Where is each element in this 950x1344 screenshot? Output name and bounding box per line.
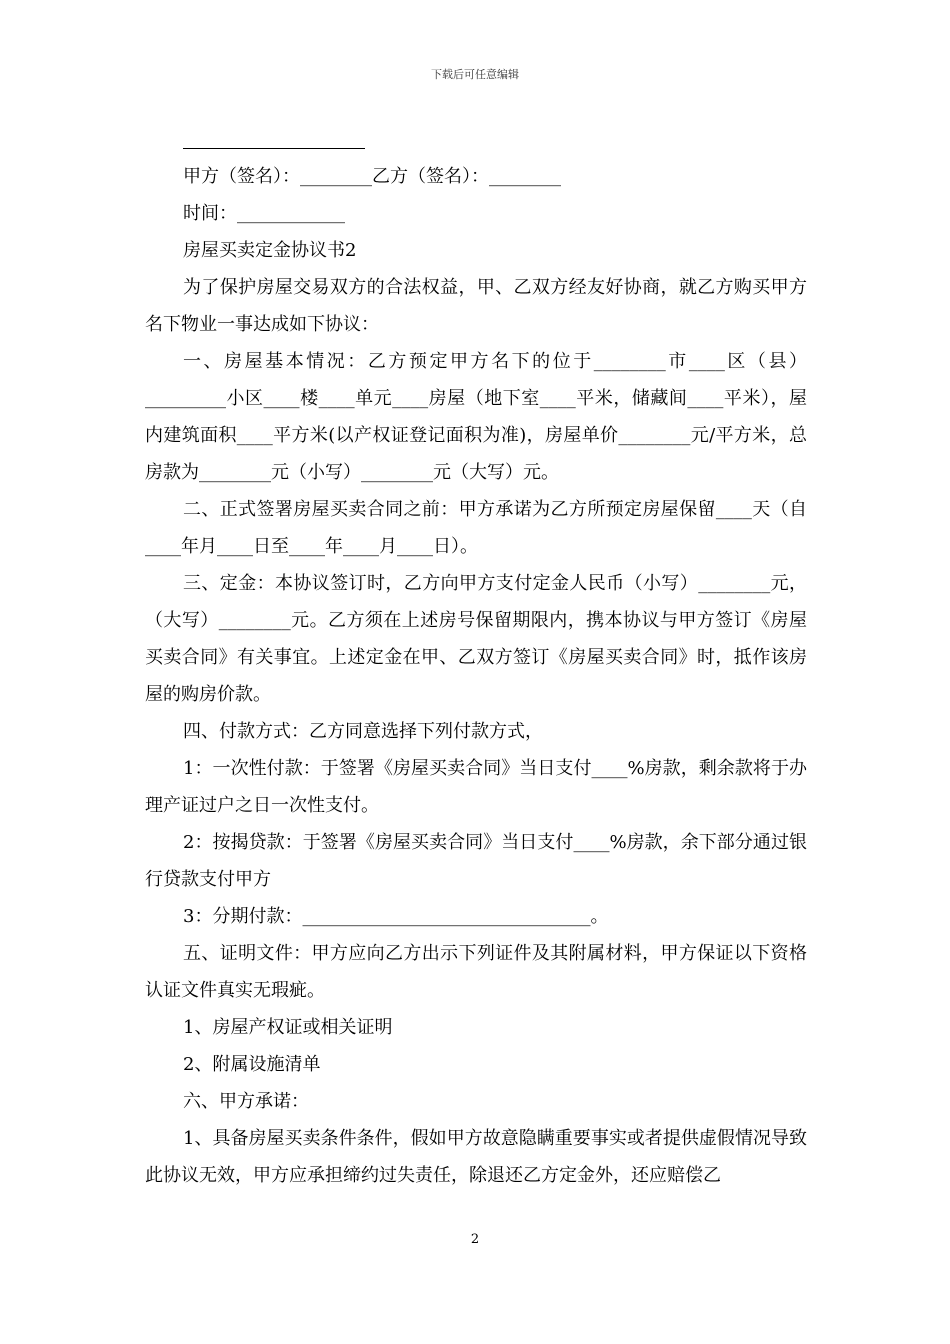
clause-2-reservation: 二、正式签署房屋买卖合同之前：甲方承诺为乙方所预定房屋保留____天（自____年月____日至____年____月____日）。 <box>145 499 807 557</box>
clause-4-payment: 四、付款方式：乙方同意选择下列付款方式， <box>183 721 543 742</box>
clause-6-commitments: 六、甲方承诺： <box>183 1091 309 1112</box>
page-number: 2 <box>470 1232 480 1247</box>
document-title: 房屋买卖定金协议书2 <box>183 240 357 261</box>
clause-1-property-info: 一、房屋基本情况：乙方预定甲方名下的位于________市____区（县）_________小区____楼____单元____房屋（地下室____平米，储藏间____平米），屋内建筑面积____平方米(以产权证登记面积为准)，房屋单价________元/平方米，总房款为________元（小写）________元（大写）元。 <box>145 351 807 483</box>
signature-row: 甲方（签名）：________乙方（签名）：________ <box>183 166 561 187</box>
clause-3-deposit: 三、定金：本协议签订时，乙方向甲方支付定金人民币（小写）________元，（大写）________元。乙方须在上述房号保留期限内，携本协议与甲方签订《房屋买卖合同》有关事宜。上述定金在甲、乙双方签订《房屋买卖合同》时，抵作该房屋的购房价款。 <box>145 573 807 705</box>
document-item-2: 2、附属设施清单 <box>183 1054 321 1075</box>
payment-option-1: 1：一次性付款：于签署《房屋买卖合同》当日支付____%房款，剩余款将于办理产证过户之日一次性支付。 <box>145 758 807 816</box>
document-body <box>145 158 807 1194</box>
commitment-item-1: 1、具备房屋买卖条件条件，假如甲方故意隐瞒重要事实或者提供虚假情况导致此协议无效，甲方应承担缔约过失责任，除退还乙方定金外，还应赔偿乙 <box>145 1128 807 1186</box>
page-header: 下载后可任意编辑 <box>431 68 519 81</box>
intro-paragraph: 为了保护房屋交易双方的合法权益，甲、乙双方经友好协商，就乙方购买甲方名下物业一事达成如下协议： <box>145 277 807 335</box>
signature-line <box>183 148 365 149</box>
payment-option-3: 3：分期付款：________________________________。 <box>183 906 609 927</box>
date-row: 时间：____________ <box>183 203 345 224</box>
payment-option-2: 2：按揭贷款：于签署《房屋买卖合同》当日支付____%房款，余下部分通过银行贷款支付甲方 <box>145 832 807 890</box>
clause-5-documents: 五、证明文件：甲方应向乙方出示下列证件及其附属材料，甲方保证以下资格认证文件真实无瑕疵。 <box>145 943 807 1001</box>
document-item-1: 1、房屋产权证或相关证明 <box>183 1017 393 1038</box>
